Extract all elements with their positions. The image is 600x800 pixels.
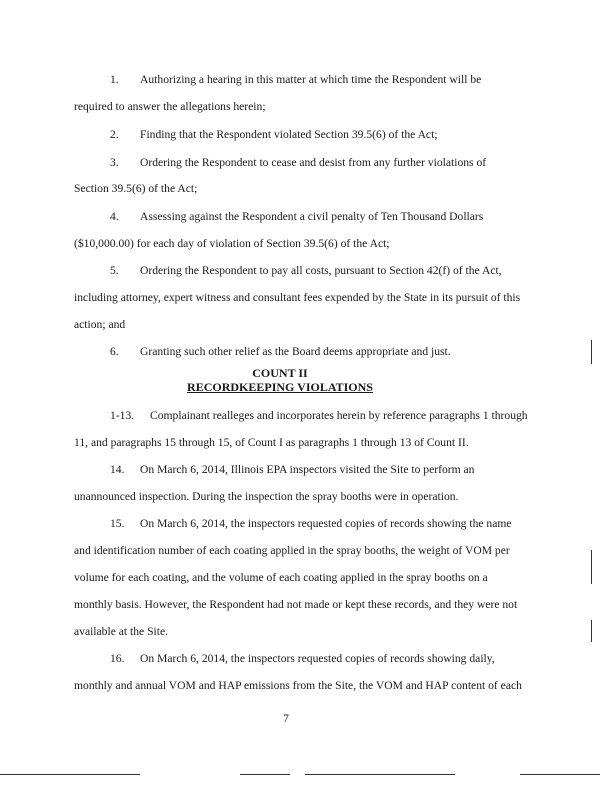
scan-mark xyxy=(0,774,140,775)
paragraph-text: available at the Site. xyxy=(74,625,169,638)
paragraph-text: unannounced inspection. During the inspection the spray booths were in operation. xyxy=(74,490,459,503)
relief-item-3-cont xyxy=(74,182,197,196)
paragraph-number: 14. xyxy=(110,463,125,476)
relief-item-5-cont-1 xyxy=(74,291,520,305)
paragraph-15-cont-1 xyxy=(74,544,510,558)
scan-mark xyxy=(240,774,290,775)
relief-item-6 xyxy=(110,345,451,359)
item-number: 6. xyxy=(110,345,119,358)
item-number: 4. xyxy=(110,210,119,223)
paragraph-number: 15. xyxy=(110,517,125,530)
item-number: 5. xyxy=(110,264,119,277)
paragraph-text: Complainant realleges and incorporates herein by reference paragraphs 1 through xyxy=(150,409,528,422)
paragraph-15-cont-2 xyxy=(74,571,488,585)
item-text: action; and xyxy=(74,318,126,331)
relief-item-1 xyxy=(110,73,481,87)
relief-item-5 xyxy=(110,264,502,278)
item-text: Ordering the Respondent to cease and desist from any further violations of xyxy=(140,156,487,169)
count-subheading xyxy=(0,380,560,394)
relief-item-4-cont xyxy=(74,237,390,251)
paragraph-15 xyxy=(110,517,512,531)
paragraph-15-cont-4 xyxy=(74,625,168,639)
paragraph-text: 11, and paragraphs 15 through 15, of Count I as paragraphs 1 through 13 of Count II. xyxy=(74,436,469,449)
scan-mark xyxy=(591,550,592,584)
item-text: Section 39.5(6) of the Act; xyxy=(74,182,198,195)
count-heading-text: COUNT II xyxy=(252,366,308,380)
item-text: Finding that the Respondent violated Section 39.5(6) of the Act; xyxy=(140,128,438,141)
item-text: Assessing against the Respondent a civil penalty of Ten Thousand Dollars xyxy=(140,210,484,223)
scan-mark xyxy=(520,774,600,775)
paragraph-14 xyxy=(110,463,474,477)
paragraph-1-13 xyxy=(110,409,528,423)
item-text: including attorney, expert witness and consultant fees expended by the State in its pursuit of this xyxy=(74,291,521,304)
scan-mark xyxy=(591,340,592,364)
scan-mark xyxy=(591,620,592,642)
relief-item-3 xyxy=(110,156,486,170)
count-heading xyxy=(0,366,560,380)
paragraph-text: and identification number of each coating applied in the spray booths, the weight of VOM per xyxy=(74,544,510,557)
paragraph-text: monthly basis. However, the Respondent had not made or kept these records, and they were not xyxy=(74,598,518,611)
relief-item-1-cont xyxy=(74,100,266,114)
page-number: 7 xyxy=(283,712,289,725)
relief-item-5-cont-2 xyxy=(74,318,125,332)
item-text: Granting such other relief as the Board deems appropriate and just. xyxy=(140,345,451,358)
paragraph-text: monthly and annual VOM and HAP emissions from the Site, the VOM and HAP content of each xyxy=(74,679,522,692)
paragraph-text: On March 6, 2014, Illinois EPA inspectors visited the Site to perform an xyxy=(140,463,475,476)
paragraph-16 xyxy=(110,652,495,666)
item-text: Ordering the Respondent to pay all costs, pursuant to Section 42(f) of the Act, xyxy=(140,264,502,277)
paragraph-number: 1-13. xyxy=(110,409,135,422)
item-number: 2. xyxy=(110,128,119,141)
paragraph-14-cont xyxy=(74,490,458,504)
relief-item-4 xyxy=(110,210,483,224)
item-text: required to answer the allegations herein; xyxy=(74,100,266,113)
count-subheading-text: RECORDKEEPING VIOLATIONS xyxy=(187,380,373,394)
paragraph-16-cont xyxy=(74,679,522,693)
relief-item-2 xyxy=(110,128,438,142)
scan-mark xyxy=(305,774,455,775)
paragraph-15-cont-3 xyxy=(74,598,517,612)
item-text: ($10,000.00) for each day of violation of Section 39.5(6) of the Act; xyxy=(74,237,390,250)
item-number: 1. xyxy=(110,73,119,86)
paragraph-text: On March 6, 2014, the inspectors requested copies of records showing the name xyxy=(140,517,512,530)
item-number: 3. xyxy=(110,156,119,169)
paragraph-1-13-cont xyxy=(74,436,469,450)
paragraph-text: On March 6, 2014, the inspectors requested copies of records showing daily, xyxy=(140,652,495,665)
paragraph-number: 16. xyxy=(110,652,125,665)
paragraph-text: volume for each coating, and the volume of each coating applied in the spray booths on a xyxy=(74,571,488,584)
item-text: Authorizing a hearing in this matter at which time the Respondent will be xyxy=(140,73,482,86)
